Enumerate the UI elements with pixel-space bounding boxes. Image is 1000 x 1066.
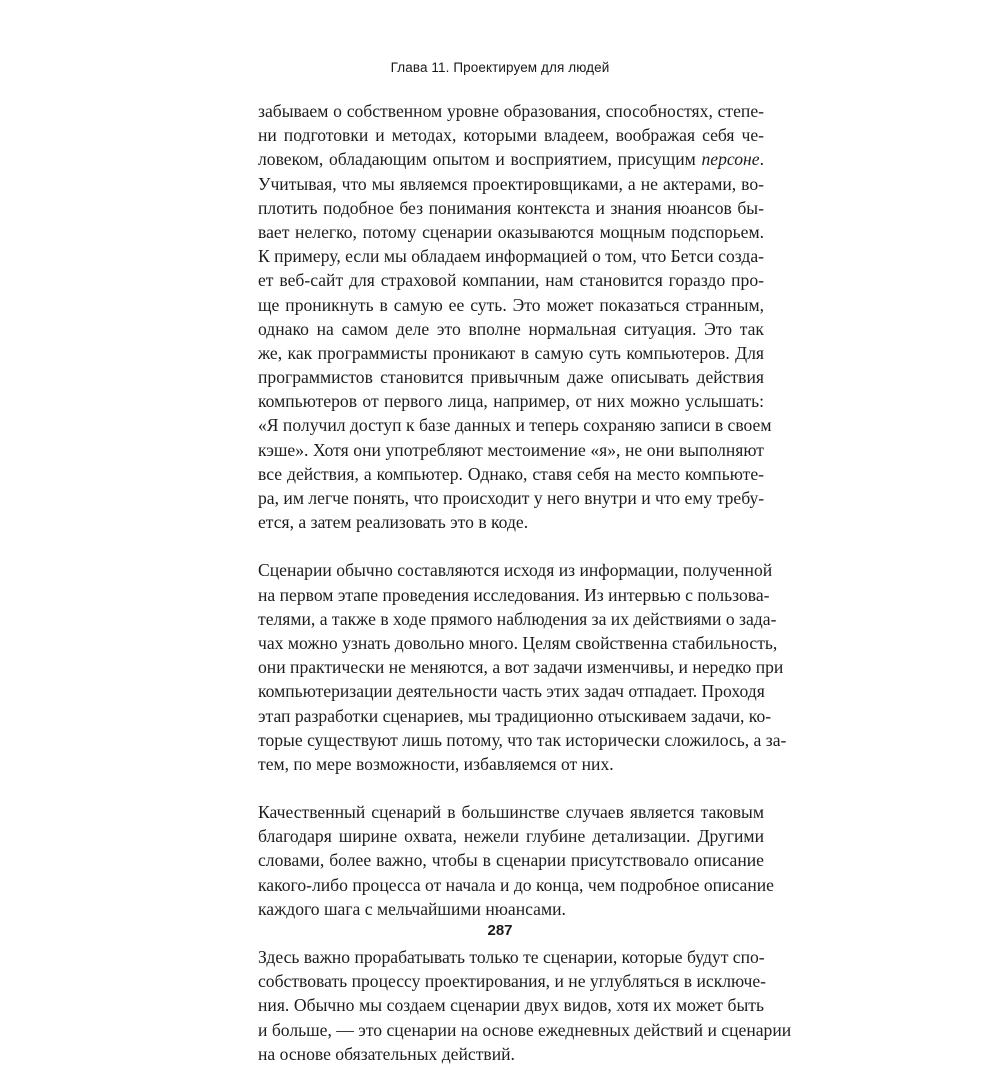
- emphasis-word: персоне: [701, 149, 760, 170]
- text-line: однако на самом деле это вполне нормальная ситуация. Это так: [258, 318, 764, 339]
- text-line: же, как программисты проникают в самую суть компьютеров. Для: [258, 342, 764, 363]
- text-line: Учитывая, что мы являемся проектировщиками, а не актерами, во-: [258, 173, 764, 194]
- text-line: Здесь важно прорабатывать только те сценарии, которые будут спо-: [258, 947, 765, 967]
- text-line: каждого шага с мельчайшими нюансами.: [258, 898, 566, 919]
- paragraph: [258, 558, 787, 776]
- text-line: чах можно узнать довольно много. Целям свойственна стабильность,: [258, 632, 778, 653]
- text-line: все действия, а компьютер. Однако, ставя себя на место компьюте-: [258, 463, 764, 484]
- text-line: какого-либо процесса от начала и до конца, чем подробное описание: [258, 874, 774, 895]
- text-line: вает нелегко, потому сценарии оказываются мощным подспорьем.: [258, 221, 764, 242]
- text-line: телями, а также в ходе прямого наблюдения за их действиями о зада-: [258, 608, 777, 629]
- text-line: Качественный сценарий в большинстве случаев является таковым: [258, 802, 764, 823]
- text-line: забываем о собственном уровне образования, способностях, степе-: [258, 101, 764, 121]
- text-line: на первом этапе проведения исследования. Из интервью с пользова-: [258, 584, 770, 605]
- text-line: этап разработки сценариев, мы традиционно отыскиваем задачи, ко-: [258, 705, 772, 726]
- text-line: программистов становится привычным даже описывать действия: [258, 367, 764, 388]
- paragraph: [258, 99, 772, 534]
- text-line: собствовать процессу проектирования, и не углубляться в исключе-: [258, 971, 767, 992]
- text-line: «Я получил доступ к базе данных и теперь сохраняю записи в своем: [258, 415, 772, 436]
- text-line: на основе обязательных действий.: [258, 1043, 515, 1064]
- body-text: [258, 99, 792, 1066]
- text-line: компьютеров от первого лица, например, от них можно услышать:: [258, 391, 764, 412]
- text-line: благодаря ширине охвата, нежели глубине детализации. Другими: [258, 826, 764, 847]
- text-line: ния. Обычно мы создаем сценарии двух видов, хотя их может быть: [258, 995, 764, 1016]
- text-line: ет веб-сайт для страховой компании, нам становится гораздо про-: [258, 270, 764, 291]
- text-line: [258, 147, 764, 171]
- text-line: Сценарии обычно составляются исходя из информации, полученной: [258, 560, 773, 581]
- paragraph: [258, 800, 774, 921]
- text-line: тем, по мере возможности, избавляемся от них.: [258, 753, 614, 774]
- text-line: они практически не меняются, а вот задачи изменчивы, и нередко при: [258, 657, 784, 678]
- text-line: плотить подобное без понимания контекста и знания нюансов бы-: [258, 197, 764, 218]
- text-line: торые существуют лишь потому, что так исторически сложилось, а за-: [258, 729, 787, 750]
- text-line: ется, а затем реализовать это в коде.: [258, 512, 529, 533]
- text-line: ра, им легче понять, что происходит у него внутри и что ему требу-: [258, 488, 765, 508]
- text-line: ще проникнуть в самую ее суть. Это может показаться странным,: [258, 294, 764, 315]
- page-number: 287: [487, 922, 513, 939]
- text-line: и больше, — это сценарии на основе ежедневных действий и сценарии: [258, 1019, 792, 1040]
- emphasis-punctuation: .: [759, 149, 764, 170]
- text-line-part: ловеком, обладающим опытом и восприятием, присущим: [258, 149, 702, 170]
- text-line: компьютеризации деятельности часть этих задач отпадает. Проходя: [258, 681, 765, 702]
- paragraph-spacer: [258, 534, 764, 558]
- running-head: Глава 11. Проектируем для людей: [390, 60, 610, 75]
- text-line: ни подготовки и методах, которыми владеем, воображая себя че-: [258, 125, 764, 146]
- text-line: кэше». Хотя они употребляют местоимение «я», не они выполняют: [258, 439, 764, 460]
- paragraph-spacer: [258, 776, 764, 800]
- paragraph: [258, 945, 792, 1066]
- text-line: К примеру, если мы обладаем информацией о том, что Бетси созда-: [258, 246, 764, 267]
- text-line: словами, более важно, чтобы в сценарии присутствовало описание: [258, 850, 764, 871]
